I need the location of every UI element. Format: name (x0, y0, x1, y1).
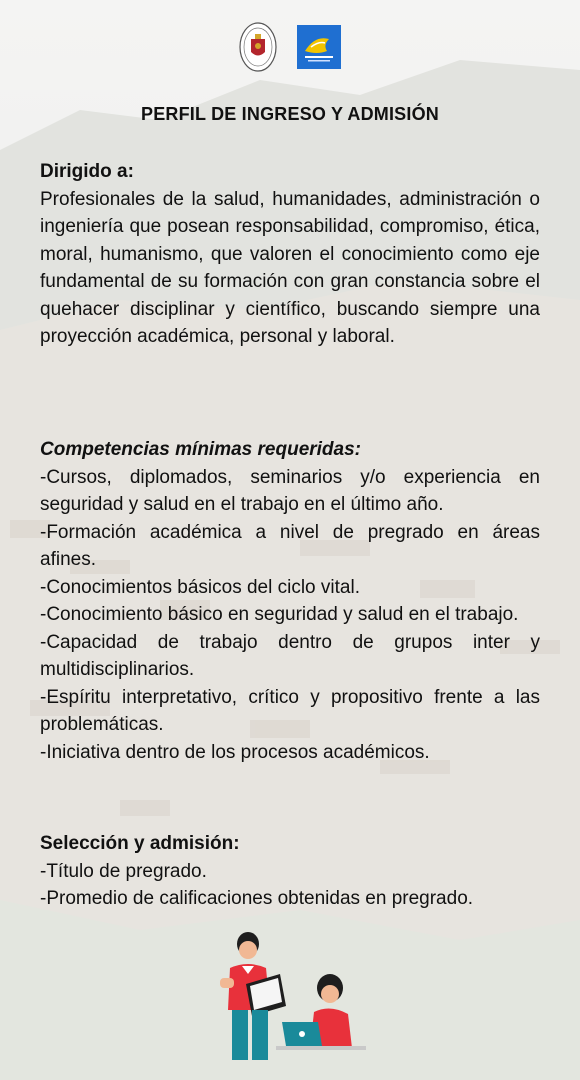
seleccion-item: -Promedio de calificaciones obtenidas en pregrado. (40, 888, 474, 909)
dirigido-body: Profesionales de la salud, humanidades, administración o ingeniería que posean responsabilidad, compromiso, ética, moral, humanismo, que valoren el conocimiento como eje fundamental de su formación con gran constancia sobre el quehacer disciplinar y científico, buscando siempre una proyección académica, personal y laboral. (40, 188, 540, 347)
seleccion-item: -Título de pregrado. (40, 860, 207, 882)
dirigido-section (40, 158, 540, 351)
competencia-item: -Capacidad de trabajo dentro de grupos inter y multidisciplinarios. (40, 631, 540, 680)
logo-row (0, 22, 580, 72)
competencia-item: -Cursos, diplomados, seminarios y/o experiencia en seguridad y salud en el trabajo en el último año. (40, 466, 540, 515)
university-seal-icon (239, 22, 277, 72)
competencia-item: -Iniciativa dentro de los procesos académicos. (40, 741, 430, 763)
students-illustration-icon (190, 930, 370, 1065)
competencia-item: -Conocimientos básicos del ciclo vital. (40, 576, 360, 598)
competencia-item: -Espíritu interpretativo, crítico y propositivo frente a las problemáticas. (40, 686, 540, 735)
seleccion-heading: Selección y admisión: (40, 833, 240, 854)
competencias-section (40, 436, 540, 766)
competencia-item: -Conocimiento básico en seguridad y salud en el trabajo. (40, 604, 519, 625)
dirigido-heading: Dirigido a: (40, 161, 134, 182)
page-title: PERFIL DE INGRESO Y ADMISIÓN (141, 104, 439, 124)
competencias-heading: Competencias mínimas requeridas: (40, 439, 361, 460)
seleccion-section (40, 830, 540, 913)
program-badge-icon (297, 25, 341, 69)
competencia-item: -Formación académica a nivel de pregrado en áreas afines. (40, 521, 540, 570)
